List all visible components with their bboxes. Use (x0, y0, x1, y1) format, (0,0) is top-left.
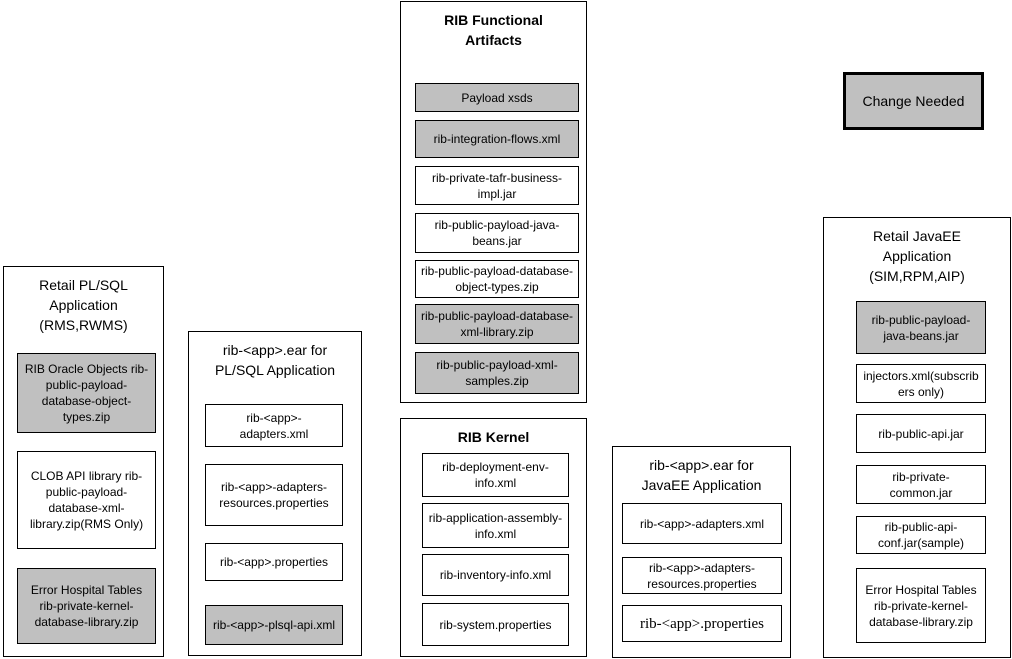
artifact-item: rib-public-payload-java-beans.jar (415, 213, 579, 253)
artifact-item: rib-<app>-adapters.xml (622, 503, 782, 544)
group-title-rib-functional-artifacts: RIB Functional Artifacts (444, 12, 543, 48)
artifact-item: rib-<app>.properties (205, 543, 343, 581)
group-box-rib-kernel (400, 418, 587, 657)
artifact-item: rib-system.properties (422, 603, 569, 646)
group-title-rib-app-ear-javaee: rib-<app>.ear for JavaEE Application (641, 457, 762, 493)
artifact-item: rib-public-api.jar (856, 414, 986, 453)
artifact-item: rib-<app>-adapters-resources.properties (622, 557, 782, 594)
legend-change-needed: Change Needed (843, 72, 984, 130)
artifact-item: rib-<app>.properties (622, 605, 782, 642)
artifact-item: rib-private-tafr-business-impl.jar (415, 166, 579, 205)
group-box-rib-app-ear-plsql (188, 331, 362, 656)
group-box-rib-app-ear-javaee (612, 446, 791, 658)
artifact-item: rib-integration-flows.xml (415, 120, 579, 158)
group-box-retail-javaee-application (823, 217, 1011, 658)
group-title-retail-javaee-application: Retail JavaEE Application (SIM,RPM,AIP) (869, 228, 965, 284)
artifact-item: Error Hospital Tables rib-private-kernel-database-library.zip (17, 568, 156, 644)
group-title-rib-app-ear-plsql: rib-<app>.ear for PL/SQL Application (214, 342, 336, 378)
group-box-rib-functional-artifacts (400, 1, 587, 403)
group-title-retail-plsql-application: Retail PL/SQL Application (RMS,RWMS) (39, 277, 128, 333)
artifact-item: rib-public-payload-database-xml-library.zip (415, 304, 579, 344)
artifact-item: rib-public-payload-xml-samples.zip (415, 352, 579, 394)
artifact-item: RIB Oracle Objects rib-public-payload-database-object-types.zip (17, 353, 156, 433)
artifact-item: rib-application-assembly-info.xml (422, 503, 569, 548)
artifact-item: Error Hospital Tables rib-private-kernel-database-library.zip (856, 568, 986, 643)
artifact-item: rib-<app>-adapters-resources.properties (205, 464, 343, 526)
artifact-item: rib-public-api-conf.jar(sample) (856, 516, 986, 554)
artifact-item: rib-public-payload-database-object-types.zip (415, 260, 579, 298)
artifact-item: rib-<app>-adapters.xml (205, 404, 343, 447)
artifact-item: rib-<app>-plsql-api.xml (205, 605, 343, 645)
group-title-rib-kernel: RIB Kernel (457, 429, 530, 445)
group-box-retail-plsql-application (3, 266, 164, 657)
artifact-item: rib-public-payload-java-beans.jar (856, 301, 986, 354)
artifact-item: CLOB API library rib-public-payload-database-xml-library.zip(RMS Only) (17, 451, 156, 549)
artifact-item: rib-private-common.jar (856, 465, 986, 504)
artifact-item: rib-deployment-env-info.xml (422, 453, 569, 497)
artifact-item: injectors.xml(subscribers only) (856, 364, 986, 403)
artifact-item: rib-inventory-info.xml (422, 554, 569, 596)
artifact-item: Payload xsds (415, 83, 579, 112)
